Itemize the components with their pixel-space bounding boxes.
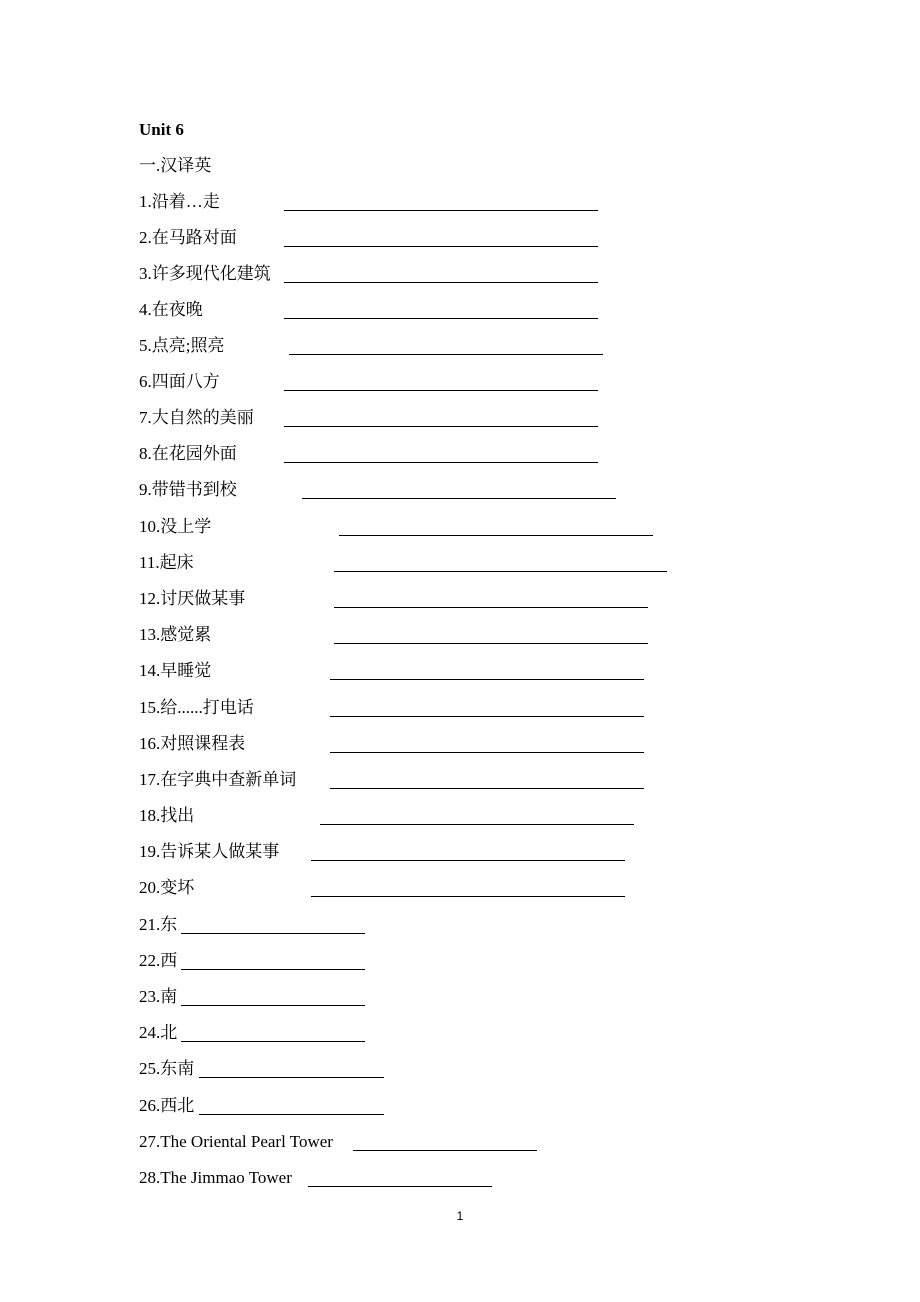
item-label: 1.沿着…走 — [139, 192, 220, 211]
answer-blank[interactable] — [284, 246, 598, 247]
answer-blank[interactable] — [199, 1077, 384, 1078]
answer-blank[interactable] — [311, 860, 625, 861]
answer-blank[interactable] — [330, 679, 644, 680]
answer-blank[interactable] — [284, 318, 598, 319]
answer-blank[interactable] — [284, 390, 598, 391]
item-label: 28.The Jimmao Tower — [139, 1168, 292, 1187]
answer-blank[interactable] — [353, 1150, 537, 1151]
item-label: 22.西 — [139, 951, 178, 970]
answer-blank[interactable] — [330, 716, 644, 717]
answer-blank[interactable] — [284, 462, 598, 463]
answer-blank[interactable] — [181, 1005, 365, 1006]
item-label: 25.东南 — [139, 1059, 195, 1078]
item-label: 14.早睡觉 — [139, 661, 212, 680]
answer-blank[interactable] — [320, 824, 634, 825]
answer-blank[interactable] — [339, 535, 653, 536]
item-label: 2.在马路对面 — [139, 228, 237, 247]
section-heading: 一.汉译英 — [139, 156, 212, 175]
answer-blank[interactable] — [302, 498, 616, 499]
item-label: 19.告诉某人做某事 — [139, 842, 280, 861]
item-label: 9.带错书到校 — [139, 480, 237, 499]
item-label: 15.给......打电话 — [139, 698, 254, 717]
item-label: 20.变坏 — [139, 878, 195, 897]
item-label: 24.北 — [139, 1023, 178, 1042]
item-label: 21.东 — [139, 915, 178, 934]
item-label: 17.在字典中查新单词 — [139, 770, 297, 789]
answer-blank[interactable] — [311, 896, 625, 897]
item-label: 23.南 — [139, 987, 178, 1006]
answer-blank[interactable] — [289, 354, 603, 355]
answer-blank[interactable] — [284, 210, 598, 211]
item-label: 5.点亮;照亮 — [139, 336, 225, 355]
item-label: 3.许多现代化建筑 — [139, 264, 271, 283]
item-label: 27.The Oriental Pearl Tower — [139, 1132, 333, 1151]
item-label: 26.西北 — [139, 1096, 195, 1115]
answer-blank[interactable] — [334, 643, 648, 644]
item-label: 4.在夜晚 — [139, 300, 203, 319]
answer-blank[interactable] — [181, 933, 365, 934]
item-label: 8.在花园外面 — [139, 444, 237, 463]
answer-blank[interactable] — [284, 426, 598, 427]
answer-blank[interactable] — [181, 969, 365, 970]
answer-blank[interactable] — [284, 282, 598, 283]
unit-title: Unit 6 — [139, 120, 184, 139]
answer-blank[interactable] — [334, 607, 648, 608]
answer-blank[interactable] — [199, 1114, 384, 1115]
answer-blank[interactable] — [330, 788, 644, 789]
item-label: 7.大自然的美丽 — [139, 408, 254, 427]
answer-blank[interactable] — [330, 752, 644, 753]
answer-blank[interactable] — [308, 1186, 492, 1187]
answer-blank[interactable] — [334, 571, 667, 572]
answer-blank[interactable] — [181, 1041, 365, 1042]
item-label: 18.找出 — [139, 806, 195, 825]
item-label: 13.感觉累 — [139, 625, 212, 644]
item-label: 6.四面八方 — [139, 372, 220, 391]
item-label: 16.对照课程表 — [139, 734, 246, 753]
item-label: 10.没上学 — [139, 517, 212, 536]
item-label: 11.起床 — [139, 553, 194, 572]
item-label: 12.讨厌做某事 — [139, 589, 246, 608]
page-number: 1 — [456, 1209, 464, 1223]
